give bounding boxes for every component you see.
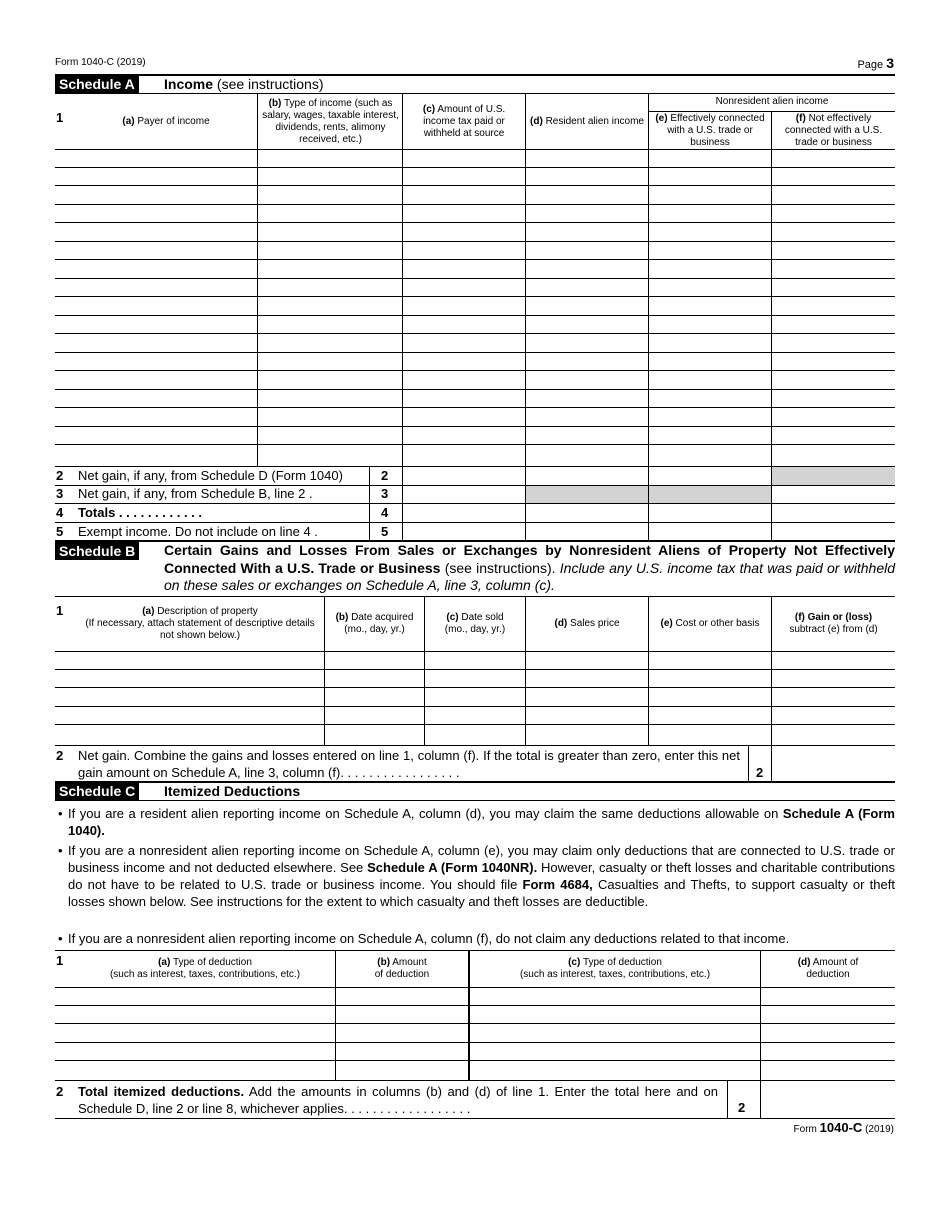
- schedule-a-line-5-box: 5: [381, 524, 389, 539]
- form-footer: Form 1040-C (2019): [793, 1120, 894, 1135]
- schedule-b-title: Certain Gains and Losses From Sales or Exchanges by Nonresident Aliens of Property Not Effectively Connected With a U.S. Trade or Business (see instructions). Include any U.S. income tax that was paid or withheld on these sales or exchanges on Schedule A, line 3, column (c).: [164, 542, 896, 593]
- schedule-a-line-2-text: Net gain, if any, from Schedule D (Form 1040): [78, 468, 343, 483]
- schedule-b-col-c-header: (c) Date sold (mo., day, yr.): [444, 612, 506, 635]
- schedule-a-line-1: 1: [56, 110, 64, 125]
- schedule-c-grid[interactable]: [55, 988, 895, 1080]
- schedule-c-bullet-2: If you are a nonresident alien reporting income on Schedule A, column (e), you may claim only deductions that are connected to U.S. trade or business income and not deducted elsewhere. See Schedule A (Form 1040NR). However, casualty or theft losses and charitable contributions do not have to be related to U.S. trade or business income. You should file Form 4684, Casualties and Thefts, to support casualty or theft losses shown below. See instructions for the extent to which casualty and theft losses are deductible.: [68, 843, 895, 909]
- schedule-a-line-4-text: Totals . . . . . . . . . . . .: [78, 505, 203, 520]
- schedule-c-line-2-text: Total itemized deductions. Add the amounts in columns (b) and (d) of line 1. Enter the total here and on Schedule D, line 2 or line 8, whichever applies. . . . . . . . . . . . . . . . . .: [78, 1084, 718, 1116]
- schedule-a-line-5-text: Exempt income. Do not include on line 4 .: [78, 524, 318, 539]
- schedule-c-line-2-box: 2: [738, 1100, 746, 1115]
- schedule-a-title: [164, 75, 324, 93]
- schedule-a-col-f-header: (f) Not effectively connected with a U.S. trade or business: [784, 112, 883, 148]
- nonresident-income-group-header: Nonresident alien income: [715, 96, 829, 107]
- schedule-a-title-note: (see instructions): [216, 76, 324, 92]
- schedule-c-col-a-header: (a) Type of deduction (such as interest, taxes, contributions, etc.): [109, 957, 301, 980]
- schedule-b-col-a-header: (a) Description of property (If necessary, attach statement of descriptive details not shown below.): [85, 606, 315, 641]
- bullet-dot-3: •: [58, 931, 63, 946]
- schedule-c-title: Itemized Deductions: [164, 783, 301, 799]
- schedule-a-line-3-text: Net gain, if any, from Schedule B, line 2 .: [78, 486, 313, 501]
- schedule-a-line-3-num: 3: [56, 486, 64, 501]
- schedule-c-col-c-header: (c) Type of deduction (such as interest, taxes, contributions, etc.): [519, 957, 711, 980]
- shaded-cell-line2-col-f: [772, 467, 895, 485]
- schedule-b-col-d-header: (d) Sales price: [554, 618, 620, 629]
- schedule-a-col-c-header: (c) Amount of U.S. income tax paid or withheld at source: [422, 103, 506, 139]
- schedule-b-grid[interactable]: [55, 652, 895, 745]
- schedule-b-line-2-text: Net gain. Combine the gains and losses entered on line 1, column (f). If the total is greater than zero, enter this net gain amount on Schedule A, line 3, column (f). . . . . . . . . . . . . . . . .: [78, 748, 740, 780]
- schedule-b-line-2-box: 2: [756, 765, 764, 780]
- schedule-a-col-d-header: (d) Resident alien income: [530, 115, 644, 127]
- schedule-a-line-2-num: 2: [56, 468, 64, 483]
- shaded-cell-line3-col-d: [526, 485, 648, 503]
- schedule-a-grid[interactable]: [55, 150, 895, 466]
- schedule-c-line-2-num: 2: [56, 1084, 64, 1099]
- page-label: [857, 55, 894, 71]
- schedule-c-line-1: 1: [56, 953, 64, 968]
- page-label-text: Page: [857, 59, 884, 71]
- bullet-dot-1: •: [58, 806, 63, 821]
- form-label: Form 1040-C (2019): [55, 57, 146, 68]
- shaded-cell-line3-col-e: [649, 485, 771, 503]
- schedule-b-col-e-header: (e) Cost or other basis: [660, 618, 760, 629]
- schedule-b-col-b-header: (b) Date acquired (mo., day, yr.): [335, 612, 414, 635]
- schedule-b-tag: Schedule B: [55, 542, 139, 560]
- page-number: 3: [886, 55, 894, 71]
- schedule-a-col-a-header: (a) Payer of income: [122, 115, 210, 127]
- schedule-a-line-3-box: 3: [381, 486, 389, 501]
- schedule-c-bullet-3: If you are a nonresident alien reporting income on Schedule A, column (f), do not claim any deductions related to that income.: [68, 931, 790, 946]
- schedule-a-line-2-box: 2: [381, 468, 389, 483]
- schedule-a-line-4-box: 4: [381, 505, 389, 520]
- schedule-b-col-f-header: (f) Gain or (loss) subtract (e) from (d): [789, 612, 878, 635]
- schedule-c-bullet-1: If you are a resident alien reporting income on Schedule A, column (d), you may claim the same deductions allowable on Schedule A (Form 1040).: [68, 806, 895, 838]
- schedule-a-tag: Schedule A: [55, 75, 139, 93]
- bullet-dot-2: •: [58, 843, 63, 858]
- schedule-a-line-5-num: 5: [56, 524, 64, 539]
- schedule-c-tag: Schedule C: [55, 782, 139, 800]
- schedule-c-col-b-header: (b) Amount of deduction: [374, 957, 430, 980]
- schedule-c-col-d-header: (d) Amount of deduction: [797, 957, 859, 980]
- schedule-b-line-1: 1: [56, 603, 64, 618]
- schedule-a-col-e-header: (e) Effectively connected with a U.S. trade or business: [655, 112, 765, 148]
- schedule-a-col-b-header: (b) Type of income (such as salary, wages, taxable interest, dividends, rents, alimony received, etc.): [262, 97, 399, 145]
- schedule-a-title-text: Income: [164, 76, 214, 92]
- schedule-a-line-4-num: 4: [56, 505, 64, 520]
- schedule-b-line-2-num: 2: [56, 748, 64, 763]
